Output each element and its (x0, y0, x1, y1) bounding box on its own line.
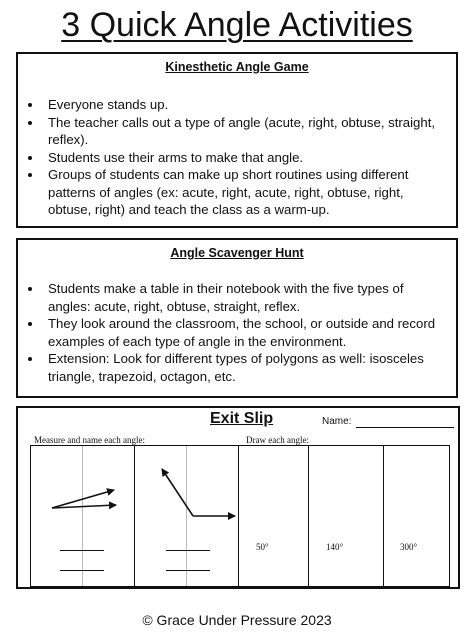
name-label: Name: (322, 416, 352, 427)
answer-line[interactable] (60, 570, 104, 571)
degree-label: 50° (256, 542, 269, 552)
degree-label: 140° (326, 542, 344, 552)
copyright-footer: © Grace Under Pressure 2023 (142, 612, 332, 628)
kinesthetic-game-box (16, 52, 458, 228)
name-line[interactable] (356, 427, 454, 428)
exit-slip-table (30, 445, 450, 587)
list-item: Groups of students can make up short routines using different patterns of angles (ex: acute, right, acute, right, obtuse, right, obtuse, right) and teach the class as a warm-up. (26, 166, 448, 219)
measure-instruction: Measure and name each angle: (34, 435, 145, 445)
obtuse-angle-figure (162, 469, 235, 516)
section-heading: Kinesthetic Angle Game (165, 60, 309, 74)
bullet-list (26, 96, 448, 219)
bullet-list (26, 280, 448, 385)
list-item: Students use their arms to make that angle. (26, 149, 448, 167)
scavenger-hunt-box (16, 238, 458, 398)
angle-figures (30, 446, 450, 586)
degree-label: 300° (400, 542, 418, 552)
exit-slip-title: Exit Slip (210, 410, 274, 427)
list-item: Extension: Look for different types of polygons as well: isosceles triangle, trapezoid, octagon, etc. (26, 350, 448, 385)
answer-line[interactable] (166, 570, 210, 571)
list-item: Everyone stands up. (26, 96, 448, 114)
acute-angle-figure (52, 490, 116, 508)
section-heading: Angle Scavenger Hunt (170, 246, 304, 260)
list-item: The teacher calls out a type of angle (acute, right, obtuse, straight, reflex). (26, 114, 448, 149)
answer-line[interactable] (166, 550, 210, 551)
draw-instruction: Draw each angle: (246, 435, 309, 445)
exit-slip-box (16, 406, 460, 589)
page-title: 3 Quick Angle Activities (61, 6, 413, 44)
answer-line[interactable] (60, 550, 104, 551)
list-item: They look around the classroom, the school, or outside and record examples of each type of angle in the environment. (26, 315, 448, 350)
list-item: Students make a table in their notebook with the five types of angles: acute, right, obtuse, straight, reflex. (26, 280, 448, 315)
